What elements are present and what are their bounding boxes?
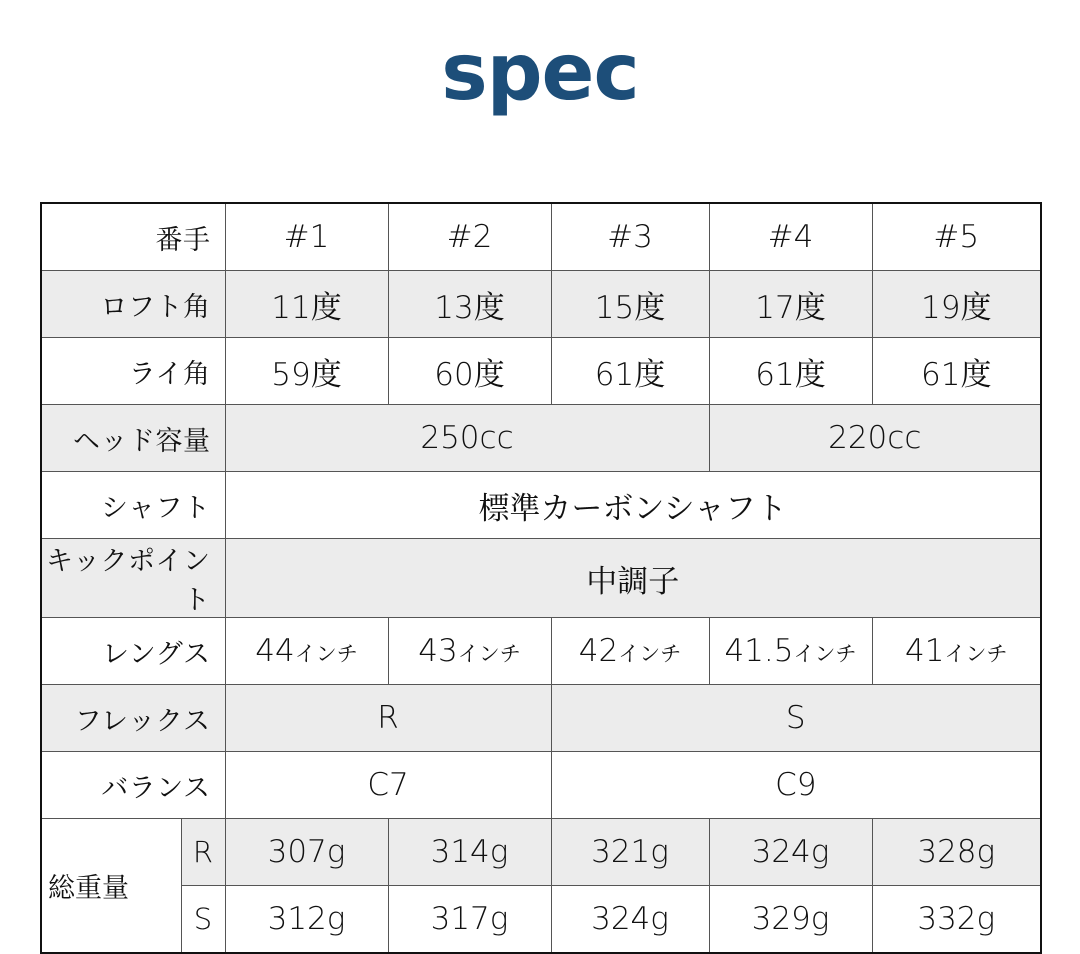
cell-loft-3: 15度 [551, 271, 709, 338]
row-label-balance: バランス [41, 752, 225, 819]
cell-lie-5: 61度 [872, 338, 1041, 405]
row-label-total-weight: 総重量 [41, 819, 181, 954]
length-value-3: 42 [578, 633, 619, 669]
length-value-5: 41 [905, 633, 945, 669]
cell-weight-r-1: 307g [225, 819, 388, 886]
table-row-weight-s [41, 886, 1041, 954]
length-value-2: 43 [418, 633, 458, 669]
cell-length-2 [388, 618, 551, 685]
cell-weight-r-2: 314g [388, 819, 551, 886]
row-label-kickpoint: キックポイント [41, 539, 225, 618]
row-label-loft: ロフト角 [41, 271, 225, 338]
cell-weight-r-3: 321g [551, 819, 709, 886]
spec-table [40, 202, 1042, 954]
cell-loft-1: 11度 [225, 271, 388, 338]
table-row-flex [41, 685, 1041, 752]
cell-length-1 [225, 618, 388, 685]
cell-weight-flex-r: R [181, 819, 225, 886]
cell-weight-s-5: 332g [872, 886, 1041, 954]
table-row-shaft [41, 472, 1041, 539]
table-row-head-volume [41, 405, 1041, 472]
table-row-weight-r [41, 819, 1041, 886]
cell-balance-1: C7 [225, 752, 551, 819]
length-unit-1: インチ [294, 642, 358, 666]
row-label-lie: ライ角 [41, 338, 225, 405]
length-value-1: 44 [255, 633, 295, 669]
spec-table-wrap [40, 202, 1040, 954]
length-unit-2: インチ [457, 642, 521, 666]
table-row-length [41, 618, 1041, 685]
cell-flex-r: R [225, 685, 551, 752]
cell-weight-r-4: 324g [709, 819, 872, 886]
cell-length-4 [709, 618, 872, 685]
cell-kickpoint: 中調子 [225, 539, 1041, 618]
row-label-head-volume: ヘッド容量 [41, 405, 225, 472]
cell-shaft: 標準カーボンシャフト [225, 472, 1041, 539]
cell-club-3: #3 [551, 203, 709, 271]
cell-club-2: #2 [388, 203, 551, 271]
row-label-number: 番手 [41, 203, 225, 271]
length-unit-3: インチ [618, 642, 682, 666]
cell-weight-flex-s: S [181, 886, 225, 954]
table-row-number [41, 203, 1041, 271]
cell-head-volume-2: 220cc [709, 405, 1041, 472]
cell-length-5 [872, 618, 1041, 685]
cell-flex-s: S [551, 685, 1041, 752]
row-label-length: レングス [41, 618, 225, 685]
cell-weight-s-1: 312g [225, 886, 388, 954]
cell-weight-r-5: 328g [872, 819, 1041, 886]
cell-weight-s-3: 324g [551, 886, 709, 954]
length-unit-5: インチ [944, 642, 1008, 666]
cell-lie-2: 60度 [388, 338, 551, 405]
cell-club-4: #4 [709, 203, 872, 271]
cell-weight-s-4: 329g [709, 886, 872, 954]
table-row-loft [41, 271, 1041, 338]
row-label-shaft: シャフト [41, 472, 225, 539]
row-label-flex: フレックス [41, 685, 225, 752]
cell-club-1: #1 [225, 203, 388, 271]
cell-club-5: #5 [872, 203, 1041, 271]
cell-loft-5: 19度 [872, 271, 1041, 338]
cell-length-3 [551, 618, 709, 685]
cell-weight-s-2: 317g [388, 886, 551, 954]
cell-lie-4: 61度 [709, 338, 872, 405]
table-row-kickpoint [41, 539, 1041, 618]
page-title: spec [441, 28, 639, 118]
cell-lie-1: 59度 [225, 338, 388, 405]
table-row-balance [41, 752, 1041, 819]
length-value-4: 41.5 [724, 633, 794, 669]
cell-loft-4: 17度 [709, 271, 872, 338]
cell-balance-2: C9 [551, 752, 1041, 819]
cell-loft-2: 13度 [388, 271, 551, 338]
table-row-lie [41, 338, 1041, 405]
length-unit-4: インチ [793, 642, 857, 666]
cell-head-volume-1: 250cc [225, 405, 709, 472]
cell-lie-3: 61度 [551, 338, 709, 405]
